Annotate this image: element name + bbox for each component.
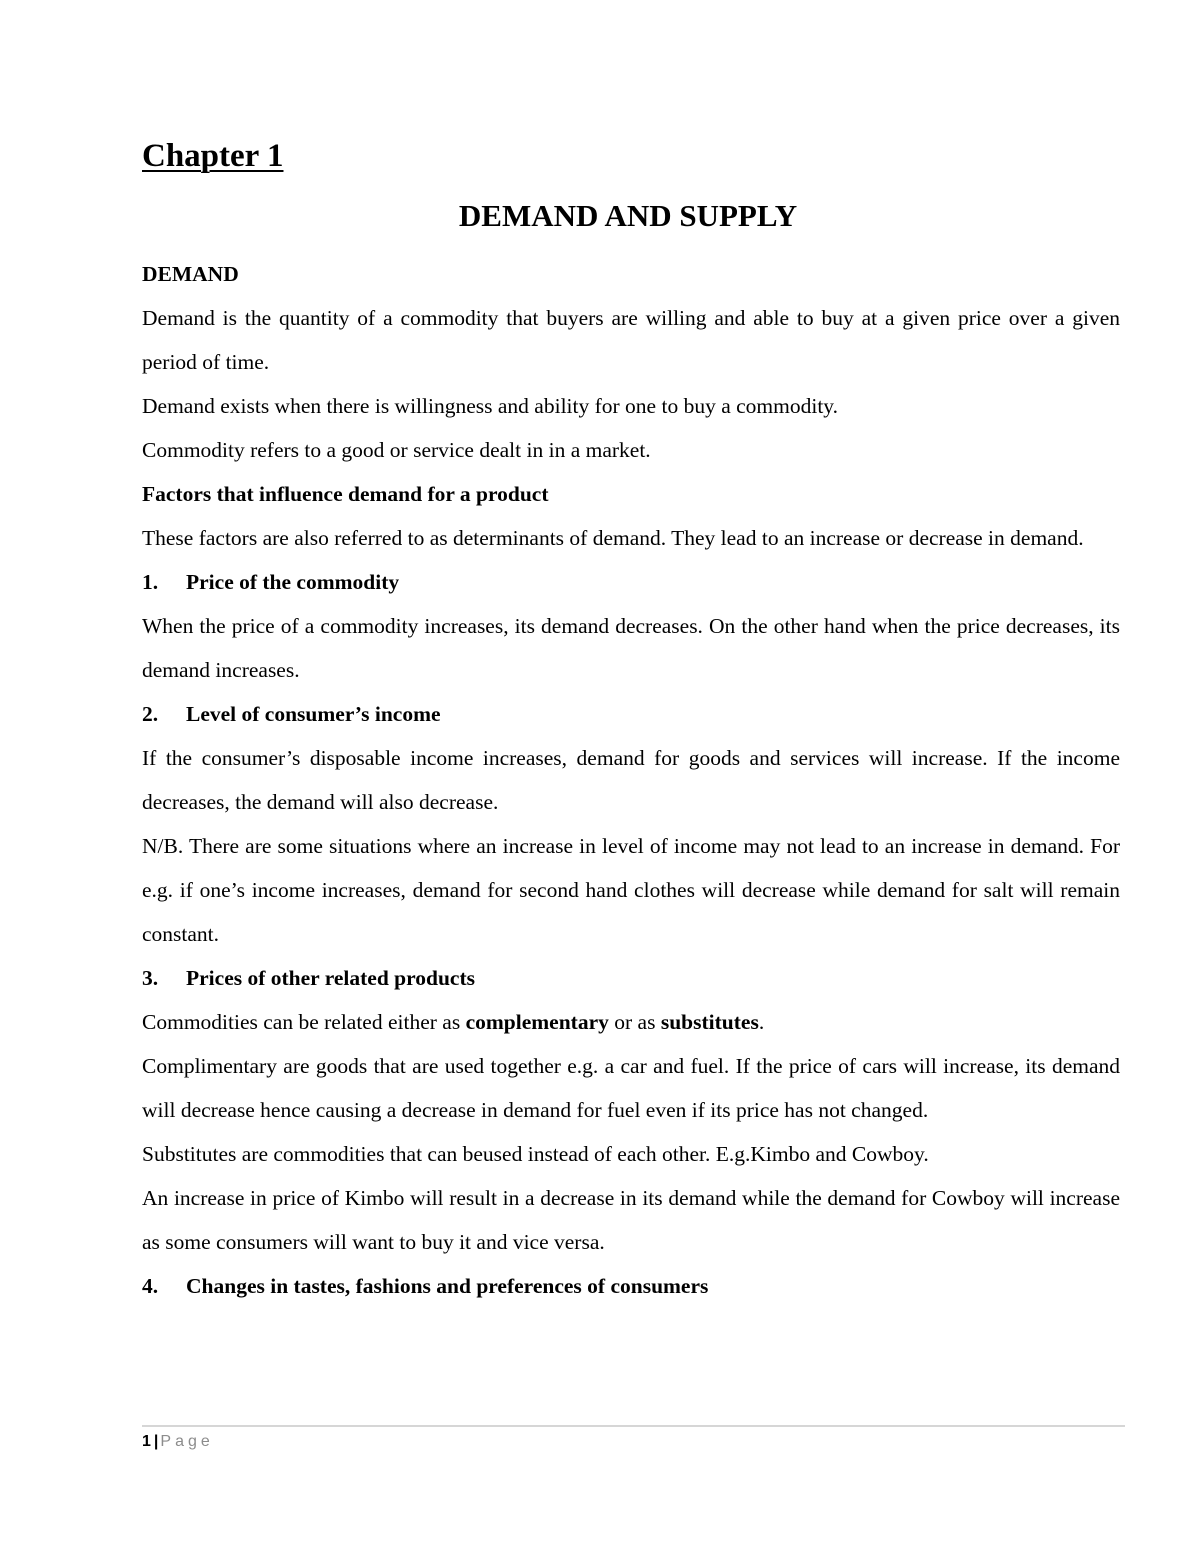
text-run: Commodities can be related either as	[142, 1010, 466, 1034]
page-footer	[142, 1433, 214, 1451]
section-heading: DEMAND	[142, 262, 239, 286]
list-number: 4.	[142, 1274, 159, 1298]
list-title: Prices of other related products	[186, 966, 476, 990]
page-number: 1	[142, 1433, 151, 1450]
document-title: DEMAND AND SUPPLY	[458, 198, 798, 233]
text-run: or as	[608, 1010, 661, 1034]
list-number: 3.	[142, 966, 159, 990]
emphasis-substitutes: substitutes	[660, 1010, 759, 1034]
paragraph: Demand exists when there is willingness and ability for one to buy a commodity.	[142, 394, 839, 418]
footer-divider	[142, 1425, 1125, 1427]
list-title: Changes in tastes, fashions and preferences of consumers	[186, 1274, 709, 1298]
paragraph: N/B. There are some situations where an increase in level of income may not lead to an increase in demand. For e.g. if one’s income increases, demand for second hand clothes will decrease while demand for salt will remain constant.	[142, 834, 1120, 946]
paragraph: If the consumer’s disposable income increases, demand for goods and services will increase. If the income decreases, the demand will also decrease.	[142, 746, 1120, 814]
list-number: 1.	[142, 570, 159, 594]
paragraph: Substitutes are commodities that can beused instead of each other. E.g.Kimbo and Cowboy.	[142, 1142, 929, 1166]
paragraph: Complimentary are goods that are used together e.g. a car and fuel. If the price of cars will increase, its demand will decrease hence causing a decrease in demand for fuel even if its price has not changed.	[142, 1054, 1120, 1122]
emphasis-complementary: complementary	[465, 1010, 609, 1034]
numbered-heading	[142, 560, 1120, 604]
document-body	[142, 252, 1120, 1308]
footer-separator: |	[153, 1433, 159, 1450]
page-label: Page	[160, 1433, 214, 1450]
paragraph: Demand is the quantity of a commodity that buyers are willing and able to buy at a given price over a given period of time.	[142, 306, 1120, 374]
chapter-heading: Chapter 1	[142, 138, 284, 174]
numbered-heading	[142, 692, 1120, 736]
paragraph: These factors are also referred to as determinants of demand. They lead to an increase or decrease in demand.	[142, 526, 1084, 550]
list-title: Level of consumer’s income	[186, 702, 441, 726]
list-number: 2.	[142, 702, 159, 726]
paragraph: An increase in price of Kimbo will result in a decrease in its demand while the demand for Cowboy will increase as some consumers will want to buy it and vice versa.	[142, 1186, 1120, 1254]
text-run: .	[758, 1010, 765, 1034]
paragraph: When the price of a commodity increases, its demand decreases. On the other hand when the price decreases, its demand increases.	[142, 614, 1120, 682]
paragraph	[142, 1000, 1120, 1044]
numbered-heading	[142, 1264, 1120, 1308]
subsection-heading: Factors that influence demand for a product	[142, 482, 549, 506]
numbered-heading	[142, 956, 1120, 1000]
list-title: Price of the commodity	[186, 570, 400, 594]
paragraph: Commodity refers to a good or service dealt in in a market.	[142, 438, 651, 462]
